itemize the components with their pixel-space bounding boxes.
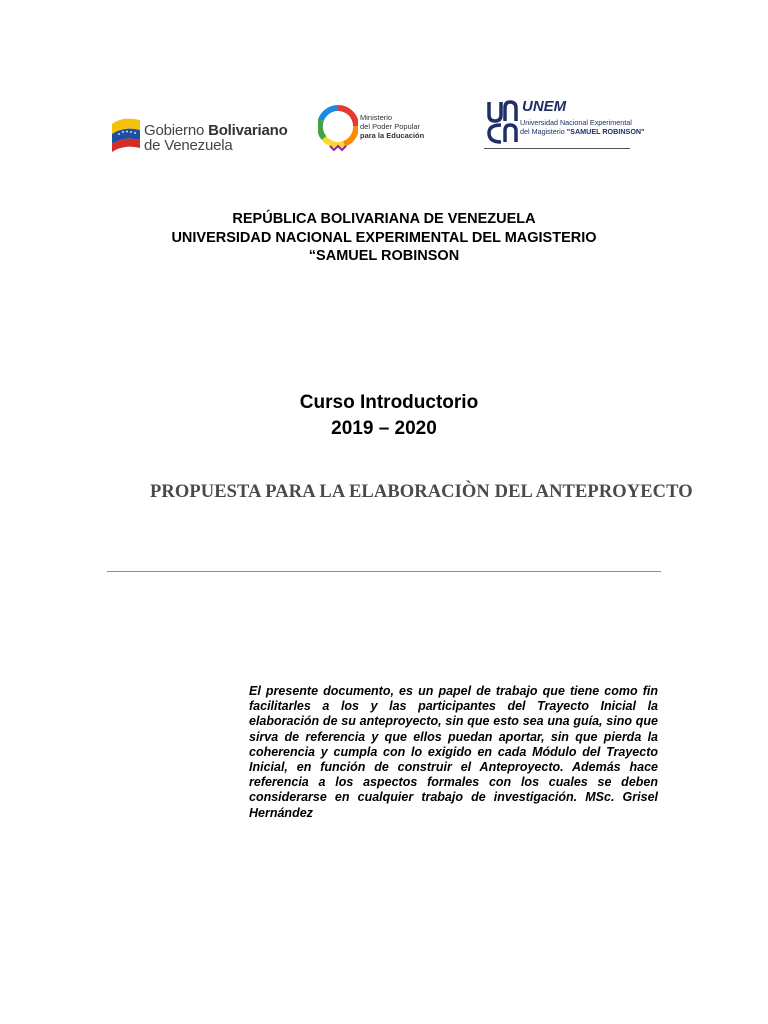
unem-underline	[484, 148, 630, 149]
unem-subtitle-2: del Magisterio "SAMUEL ROBINSON"	[520, 127, 645, 136]
logo-gobierno-bolivariano	[108, 112, 288, 154]
logo-gobierno-line1: Gobierno Bolivariano	[144, 122, 288, 139]
logo-ministerio-educacion	[318, 100, 428, 156]
header-line-1: REPÚBLICA BOLIVARIANA DE VENEZUELA	[232, 211, 536, 227]
abstract-paragraph: El presente documento, es un papel de trabajo que tiene como fin facilitarles a los y las participantes del Trayecto Inicial la elaboración de su anteproyecto, sin que esto sea una guía, sino que sirva de referencia y que ellos puedan aportar, sin que pierda la coherencia y cumpla con lo exigido en cada Módulo del Trayecto Inicial, en función de construir el Anteproyecto. Además hace referencia a los aspectos formales con los cuales se deben considerarse en cualquier trabajo de investigación. MSc. Grisel Hernández	[249, 684, 658, 820]
header-line-3: “SAMUEL ROBINSON	[308, 248, 460, 264]
ministerio-line1: Ministerio	[360, 113, 393, 122]
unem-mark-icon	[486, 99, 518, 145]
unem-name: UNEM	[522, 98, 567, 115]
header-line-2: UNIVERSIDAD NACIONAL EXPERIMENTAL DEL MAGISTERIO	[171, 230, 597, 246]
course-years: 2019 – 2020	[331, 418, 437, 439]
unem-subtitle-1: Universidad Nacional Experimental	[520, 118, 632, 127]
proposal-title: PROPUESTA PARA LA ELABORACIÒN DEL ANTEPROYECTO	[150, 482, 693, 502]
ministerio-line2: del Poder Popular	[360, 122, 421, 131]
ministerio-ring-icon	[318, 104, 358, 152]
course-title: Curso Introductorio	[299, 392, 479, 413]
ministerio-line3: para la Educación	[360, 131, 425, 140]
logo-gobierno-line2: de Venezuela	[144, 137, 233, 154]
logo-unem	[484, 96, 645, 152]
venezuela-flag-icon	[110, 114, 144, 152]
horizontal-divider	[107, 571, 661, 572]
